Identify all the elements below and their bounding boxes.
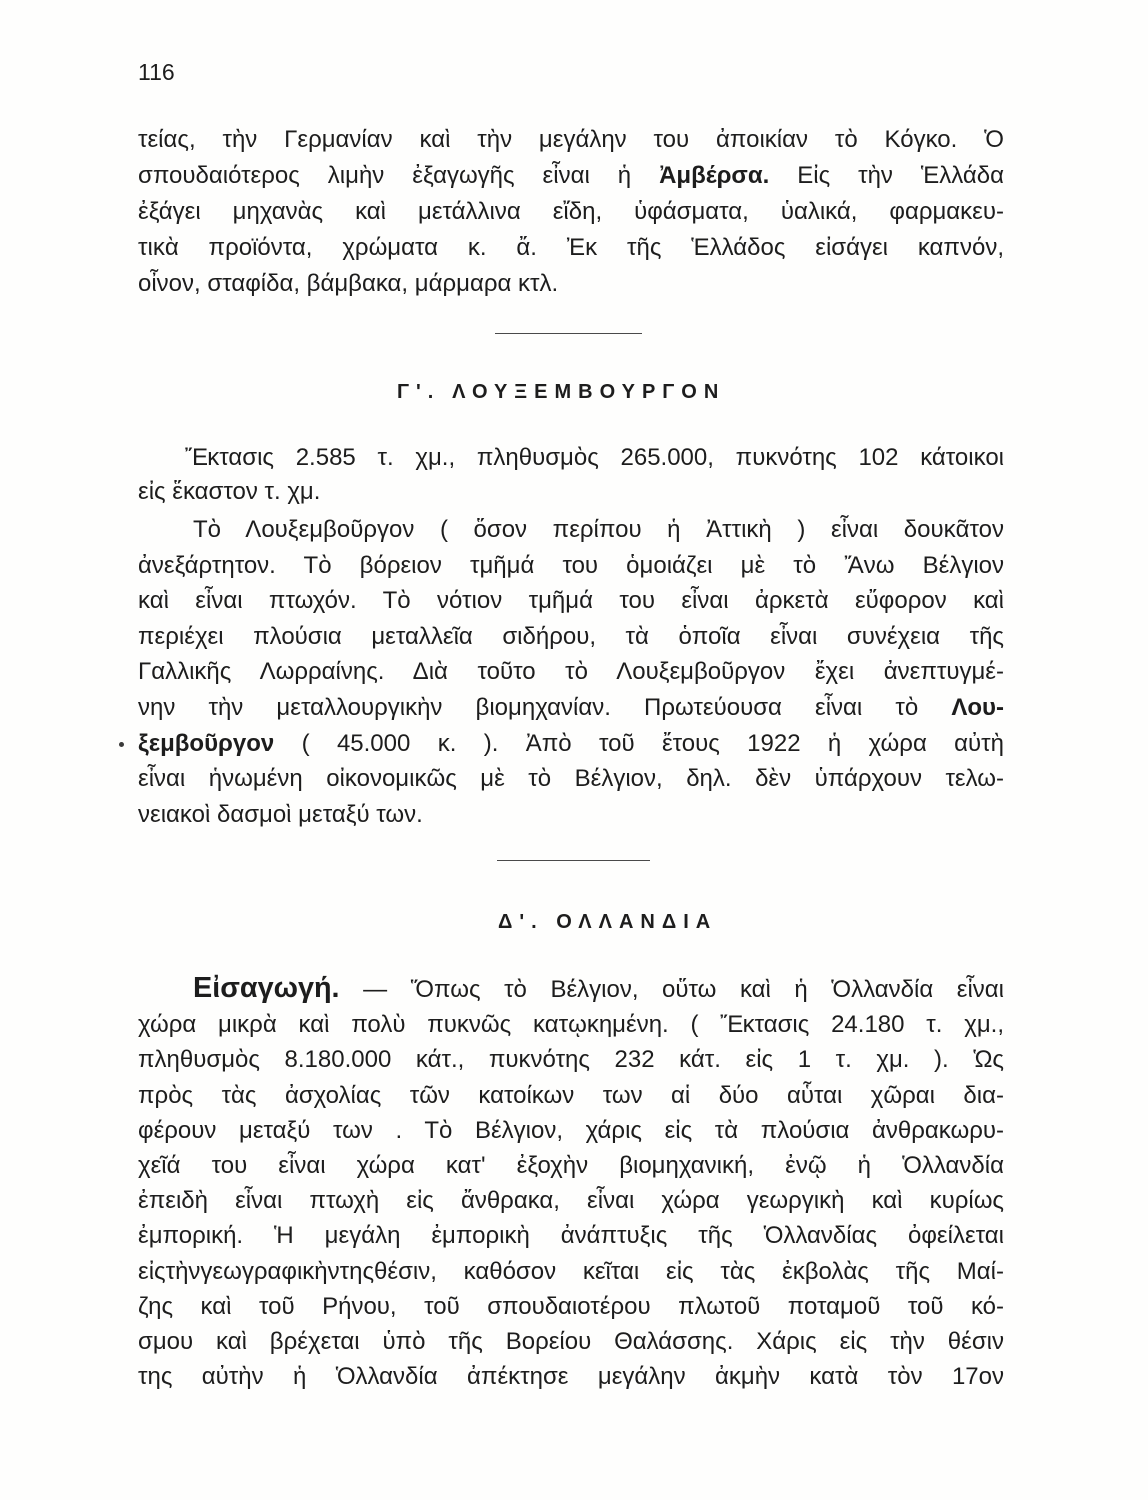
paragraph-line: ἐπειδὴ εἶναι πτωχὴ εἰς ἄνθρακα, εἶναι χώρα γεωργικὴ καὶ κυρίως bbox=[138, 1187, 1004, 1215]
paragraph-line bbox=[138, 158, 1004, 194]
paragraph-line: της αὐτὴν ἡ Ὁλλανδία ἀπέκτησε μεγάλην ἀκμὴν κατὰ τὸν 17ον bbox=[138, 1363, 1004, 1391]
paragraph-line: ζης καὶ τοῦ Ρήνου, τοῦ σπουδαιοτέρου πλωτοῦ ποταμοῦ τοῦ κό- bbox=[138, 1292, 1004, 1320]
paragraph-line bbox=[138, 972, 1004, 1007]
line-text: σπουδαιότερος λιμὴν ἐξαγωγῆς εἶναι ἡ bbox=[138, 162, 660, 189]
paragraph-line bbox=[138, 726, 1004, 762]
section-heading-netherlands: Δ'. ΟΛΛΑΝΔΙΑ bbox=[498, 911, 718, 933]
paragraph-line: Τὸ Λουξεμβοῦργον ( ὅσον περίπου ἡ Ἀττικὴ ) εἶναι δουκᾶτον bbox=[193, 516, 1004, 543]
section-divider bbox=[495, 333, 642, 334]
paragraph-line: πληθυσμὸς 8.180.000 κάτ., πυκνότης 232 κάτ. εἰς 1 τ. χμ. ). Ὡς bbox=[138, 1046, 1004, 1074]
paragraph-line: τείας, τὴν Γερμανίαν καὶ τὴν μεγάλην του ἀποικίαν τὸ Κόγκο. Ὁ bbox=[138, 126, 1004, 153]
paragraph-line: περιέχει πλούσια μεταλλεῖα σιδήρου, τὰ ὁποῖα εἶναι συνέχεια τῆς bbox=[138, 622, 1004, 650]
bold-term: Λου- bbox=[951, 693, 1004, 721]
netherlands-body-paragraph bbox=[138, 972, 1004, 1394]
line-text: — Ὅπως τὸ Βέλγιον, οὕτω καὶ ἡ Ὁλλανδία εἶναι bbox=[339, 976, 1004, 1003]
paragraph-line: Ἔκτασις 2.585 τ. χμ., πληθυσμὸς 265.000, πυκνότης 102 κάτοικοι bbox=[185, 444, 1004, 471]
paragraph-line: τικὰ προϊόντα, χρώματα κ. ἄ. Ἐκ τῆς Ἑλλάδος εἰσάγει καπνόν, bbox=[138, 234, 1004, 261]
paragraph-line: Γαλλικῆς Λωρραίνης. Διὰ τοῦτο τὸ Λουξεμβοῦργον ἔχει ἀνεπτυγμέ- bbox=[138, 658, 1004, 686]
section-heading-luxembourg: Γ'. ΛΟΥΞΕΜΒΟΥΡΓΟΝ bbox=[397, 381, 726, 403]
paragraph-line: ἀνεξάρτητον. Τὸ βόρειον τμῆμά του ὁμοιάζει μὲ τὸ Ἄνω Βέλγιον bbox=[138, 551, 1004, 579]
paragraph-line: φέρουν μεταξύ των . Τὸ Βέλγιον, χάρις εἰς τὰ πλούσια ἀνθρακωρυ- bbox=[138, 1116, 1004, 1144]
paragraph-line: χώρα μικρὰ καὶ πολὺ πυκνῶς κατῳκημένη. ( Ἔκτασις 24.180 τ. χμ., bbox=[138, 1011, 1004, 1039]
line-text: νην τὴν μεταλλουργικὴν βιομηχανίαν. Πρωτεύουσα εἶναι τὸ bbox=[138, 693, 952, 721]
paragraph-line: εἰςτὴνγεωγραφικὴντηςθέσιν, καθόσον κεῖται εἰς τὰς ἐκβολὰς τῆς Μαί- bbox=[138, 1257, 1004, 1285]
paragraph-line: ἐξάγει μηχανὰς καὶ μετάλλινα εἴδη, ὑφάσματα, ὑαλικά, φαρμακευ- bbox=[138, 198, 1004, 225]
bold-term: Ἀμβέρσα. bbox=[659, 162, 770, 189]
luxembourg-stats-paragraph bbox=[138, 441, 1004, 509]
margin-speck bbox=[119, 742, 124, 747]
paragraph-line: εἶναι ἡνωμένη οἰκονομικῶς μὲ τὸ Βέλγιον, δηλ. δὲν ὑπάρχουν τελω- bbox=[138, 765, 1004, 793]
paragraph-line: πρὸς τὰς ἀσχολίας τῶν κατοίκων των αἱ δύο αὗται χῶραι δια- bbox=[138, 1081, 1004, 1109]
luxembourg-body-paragraph bbox=[138, 512, 1004, 832]
paragraph-line: ἐμπορική. Ἡ μεγάλη ἐμπορικὴ ἀνάπτυξις τῆς Ὁλλανδίας ὀφείλεται bbox=[138, 1222, 1004, 1250]
bold-lead-term: Εἰσαγωγή. bbox=[193, 972, 340, 1004]
line-text: ( 45.000 κ. ). Ἀπὸ τοῦ ἔτους 1922 ἡ χώρα αὐτὴ bbox=[274, 729, 1004, 757]
paragraph-line: καὶ εἶναι πτωχόν. Τὸ νότιον τμῆμά του εἶναι ἀρκετὰ εὔφορον καὶ bbox=[138, 587, 1004, 615]
line-text: Εἰς τὴν Ἑλλάδα bbox=[769, 162, 1004, 189]
page-number: 116 bbox=[138, 59, 175, 85]
paragraph-line: οἶνον, σταφίδα, βάμβακα, μάρμαρα κτλ. bbox=[138, 270, 559, 297]
paragraph-line: νειακοὶ δασμοὶ μεταξύ των. bbox=[138, 800, 423, 828]
bold-term: ξεμβοῦργον bbox=[138, 729, 275, 757]
intro-paragraph bbox=[138, 122, 1004, 302]
section-divider bbox=[497, 860, 650, 861]
paragraph-line: χεῖά του εἶναι χώρα κατ' ἐξοχὴν βιομηχανική, ἐνῷ ἡ Ὁλλανδία bbox=[138, 1151, 1004, 1179]
paragraph-line: σμου καὶ βρέχεται ὑπὸ τῆς Βορείου Θαλάσσης. Χάρις εἰς τὴν θέσιν bbox=[138, 1327, 1004, 1355]
paragraph-line bbox=[138, 690, 1004, 726]
paragraph-line: εἰς ἕκαστον τ. χμ. bbox=[138, 478, 321, 505]
